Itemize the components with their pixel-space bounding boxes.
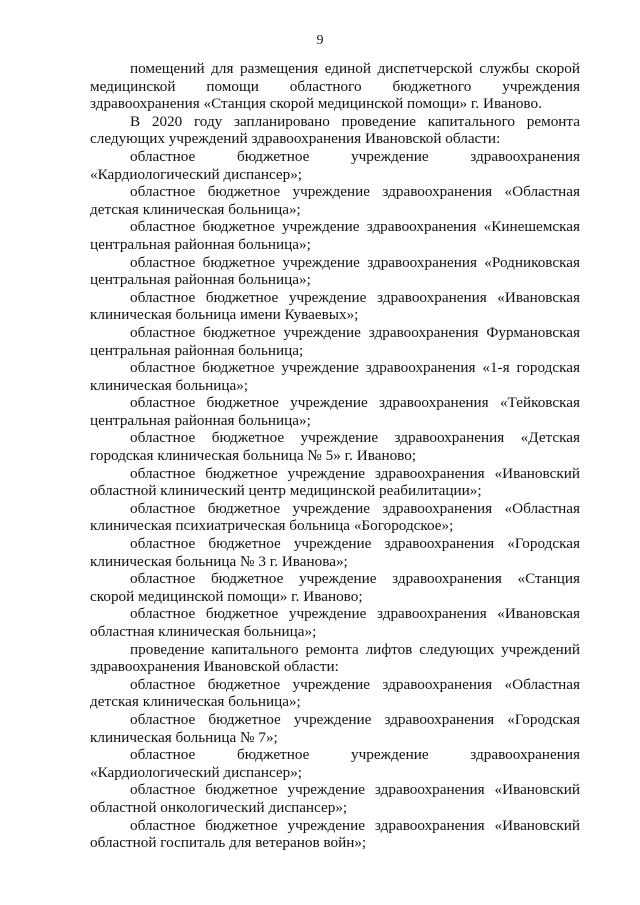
paragraph: областное бюджетное учреждение здравоохранения «Ивановский областной госпиталь для ветеранов войн»; (90, 816, 580, 852)
paragraph: областное бюджетное учреждение здравоохранения «Кардиологический диспансер»; (90, 746, 580, 781)
paragraph: областное бюджетное учреждение здравоохранения Фурмановская центральная районная больница; (90, 323, 580, 359)
paragraph: областное бюджетное учреждение здравоохранения «Областная клиническая психиатрическая больница «Богородское»; (90, 499, 580, 535)
paragraph: областное бюджетное учреждение здравоохранения «Станция скорой медицинской помощи» г. Иваново; (90, 570, 580, 605)
paragraph: областное бюджетное учреждение здравоохранения «Родниковская центральная районная больница»; (90, 253, 580, 289)
paragraph: областное бюджетное учреждение здравоохранения «Кинешемская центральная районная больница»; (90, 218, 580, 253)
paragraph: областное бюджетное учреждение здравоохранения «1-я городская клиническая больница»; (90, 359, 580, 394)
paragraph: областное бюджетное учреждение здравоохранения «Кардиологический диспансер»; (90, 147, 580, 183)
paragraph: областное бюджетное учреждение здравоохранения «Городская клиническая больница № 7»; (90, 710, 580, 746)
paragraph: областное бюджетное учреждение здравоохранения «Городская клиническая больница № 3 г. Иванова»; (90, 535, 580, 570)
paragraph: областное бюджетное учреждение здравоохранения «Областная детская клиническая больница»; (90, 675, 580, 711)
paragraph: областное бюджетное учреждение здравоохранения «Детская городская клиническая больница № 5» г. Иваново; (90, 429, 580, 465)
document-body (90, 60, 580, 852)
paragraph: областное бюджетное учреждение здравоохранения «Областная детская клиническая больница»; (90, 183, 580, 218)
paragraph: областное бюджетное учреждение здравоохранения «Тейковская центральная районная больница»; (90, 394, 580, 429)
paragraph: областное бюджетное учреждение здравоохранения «Ивановский областной онкологический диспансер»; (90, 781, 580, 816)
paragraph: областное бюджетное учреждение здравоохранения «Ивановская областная клиническая больница»; (90, 605, 580, 640)
page-number: 9 (316, 33, 324, 48)
paragraph: помещений для размещения единой диспетчерской службы скорой медицинской помощи областного бюджетного учреждения здравоохранения «Станция скорой медицинской помощи» г. Иваново. (90, 60, 580, 113)
paragraph: В 2020 году запланировано проведение капитального ремонта следующих учреждений здравоохранения Ивановской области: (90, 112, 580, 148)
paragraph: областное бюджетное учреждение здравоохранения «Ивановский областной клинический центр медицинской реабилитации»; (90, 464, 580, 500)
paragraph: проведение капитального ремонта лифтов следующих учреждений здравоохранения Ивановской области: (90, 640, 580, 676)
paragraph: областное бюджетное учреждение здравоохранения «Ивановская клиническая больница имени Куваевых»; (90, 288, 580, 324)
